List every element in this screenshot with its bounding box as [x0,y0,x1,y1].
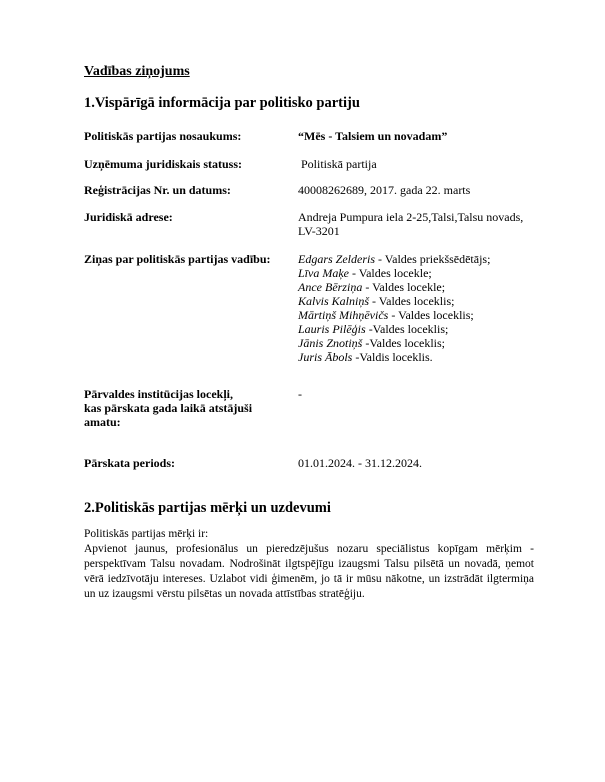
board-member-name: Ance Bērziņa [298,280,363,294]
legal-status-value: Politiskā partija [301,157,377,171]
legal-address-line-2: LV-3201 [298,224,340,238]
board-member [298,350,433,364]
board-member-name: Kalvis Kalniņš [298,294,370,308]
board-member [298,322,448,336]
reporting-period-value: 01.01.2024. - 31.12.2024. [298,456,422,470]
section-1-heading: 1.Vispārīgā informācija par politisko partiju [84,95,360,111]
legal-address-label: Juridiskā adrese: [84,210,173,224]
board-member-role: - Valdes loceklis; [388,308,474,322]
board-member [298,336,445,350]
board-member-role: -Valdes loceklis; [365,322,449,336]
registration-value: 40008262689, 2017. gada 22. marts [298,183,471,197]
goals-text: Apvienot jaunus, profesionālus un pieredzējušus nozaru speciālistus kopīgam mērķim - perspektīvam Talsu novadam. Nodrošināt ilgtspējīgu izaugsmi Talsu pilsētā un novadā, ņemot vērā iedzīvotāju intereses. Uzlabot vidi ģimenēm, jo tā ir mūsu nākotne, un izstrādāt ilgtermiņa un uz izaugsmi vērstu pilsētas un novada attīstības stratēģiju. [84,543,534,600]
party-name-label: Politiskās partijas nosaukums: [84,129,242,143]
departed-members-label-line-1: Pārvaldes institūcijas locekļi, [84,387,233,401]
board-member [298,266,432,280]
board-member-role: -Valdis loceklis. [352,350,433,364]
board-member-name: Juris Ābols [298,350,353,364]
registration-label: Reģistrācijas Nr. un datums: [84,183,231,197]
board-member-name: Līva Maķe [298,266,349,280]
board-member-role: - Valdes priekšsēdētājs; [375,252,491,266]
goals-intro: Politiskās partijas mērķi ir: [84,528,209,540]
board-info-label: Ziņas par politiskās partijas vadību: [84,252,271,266]
board-member [298,294,454,308]
board-member [298,252,490,266]
reporting-period-label: Pārskata periods: [84,456,175,470]
document-title: Vadības ziņojums [84,64,190,79]
board-member-name: Jānis Znotiņš [298,336,363,350]
board-member [298,280,445,294]
board-member-role: - Valdes locekle; [348,266,432,280]
departed-members-label-line-2: kas pārskata gada laikā atstājuši [84,401,253,415]
legal-status-label: Uzņēmuma juridiskais statuss: [84,157,243,171]
board-member-name: Mārtiņš Mihņēvičs [298,308,389,322]
board-member-name: Edgars Zelderis [298,252,376,266]
departed-members-label-line-3: amatu: [84,415,121,429]
legal-address-line-1: Andreja Pumpura iela 2-25,Talsi,Talsu novads, [298,210,524,224]
goals-paragraph [84,527,534,602]
board-member-role: - Valdes loceklis; [369,294,455,308]
board-member-name: Lauris Pilēģis [298,322,366,336]
board-member [298,308,474,322]
section-2-heading: 2.Politiskās partijas mērķi un uzdevumi [84,500,331,516]
board-member-role: -Valdes loceklis; [362,336,445,350]
departed-members-value: - [298,387,302,401]
board-member-role: - Valdes locekle; [362,280,446,294]
party-name-value: “Mēs - Talsiem un novadam” [298,129,448,143]
